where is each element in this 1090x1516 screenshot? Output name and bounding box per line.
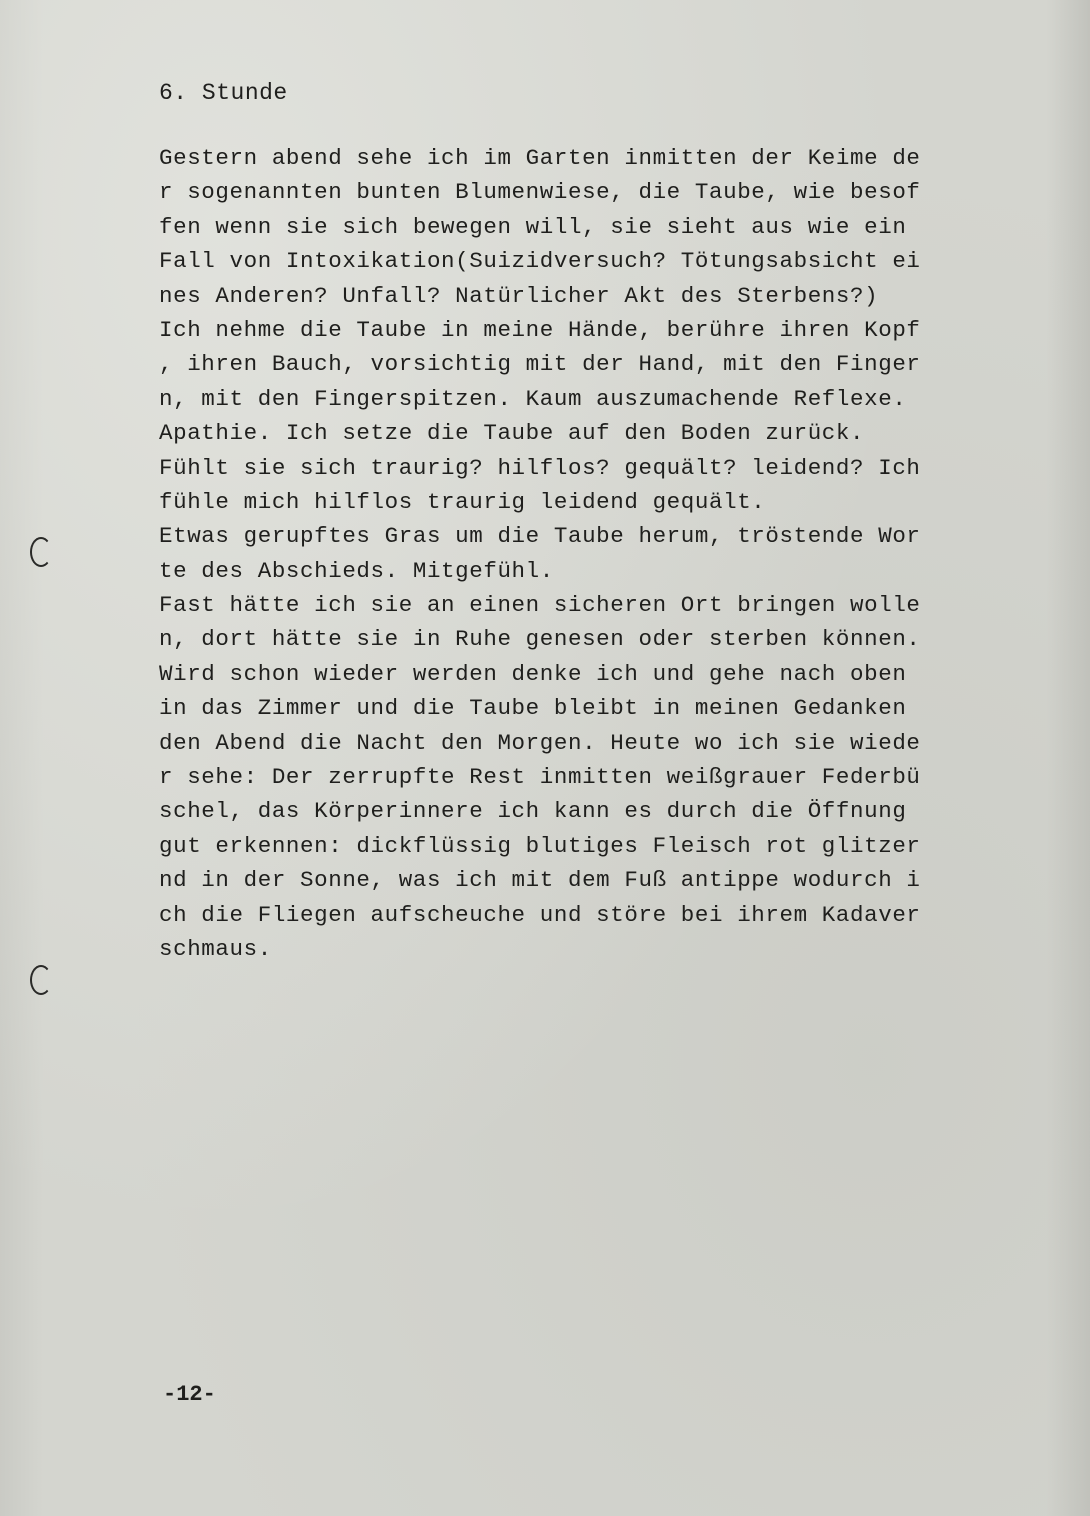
section-heading: 6. Stunde [159, 80, 288, 106]
punch-hole-icon [30, 537, 52, 567]
text-line: Ich nehme die Taube in meine Hände, berühre ihren Kopf [159, 316, 921, 343]
text-line: r sehe: Der zerrupfte Rest inmitten weißgrauer Federbü [159, 764, 921, 791]
text-line: Fast hätte ich sie an einen sicheren Ort bringen wolle [159, 592, 921, 619]
punch-hole-icon [30, 965, 52, 995]
page-number: -12- [163, 1382, 216, 1407]
text-line: in das Zimmer und die Taube bleibt in meinen Gedanken [159, 695, 907, 722]
text-line: n, dort hätte sie in Ruhe genesen oder sterben können. [159, 626, 921, 653]
text-line: nes Anderen? Unfall? Natürlicher Akt des Sterbens?) [159, 282, 879, 309]
text-line: Fühlt sie sich traurig? hilflos? gequält? leidend? Ich [159, 454, 921, 481]
text-line: nd in der Sonne, was ich mit dem Fuß antippe wodurch i [159, 867, 921, 894]
text-line: n, mit den Fingerspitzen. Kaum auszumachende Reflexe. [159, 385, 907, 412]
text-line: Gestern abend sehe ich im Garten inmitten der Keime de [159, 145, 921, 171]
text-line: , ihren Bauch, vorsichtig mit der Hand, mit den Finger [159, 351, 921, 378]
body-text [159, 141, 919, 966]
text-line: Etwas gerupftes Gras um die Taube herum, tröstende Wor [159, 523, 921, 550]
text-line: ch die Fliegen aufscheuche und störe bei ihrem Kadaver [159, 901, 921, 928]
text-line: Fall von Intoxikation(Suizidversuch? Tötungsabsicht ei [159, 248, 921, 275]
text-line: te des Abschieds. Mitgefühl. [159, 557, 554, 584]
text-line: den Abend die Nacht den Morgen. Heute wo ich sie wiede [159, 729, 921, 756]
text-line: fen wenn sie sich bewegen will, sie sieht aus wie ein [159, 213, 907, 240]
text-line: r sogenannten bunten Blumenwiese, die Taube, wie besof [159, 179, 921, 206]
text-line: Apathie. Ich setze die Taube auf den Boden zurück. [159, 420, 865, 447]
text-line: gut erkennen: dickflüssig blutiges Fleisch rot glitzer [159, 832, 921, 859]
text-line: Wird schon wieder werden denke ich und gehe nach oben [159, 660, 907, 687]
text-line: schmaus. [159, 935, 272, 962]
text-line: schel, das Körperinnere ich kann es durch die Öffnung [159, 798, 907, 825]
text-line: fühle mich hilflos traurig leidend gequält. [159, 488, 766, 515]
